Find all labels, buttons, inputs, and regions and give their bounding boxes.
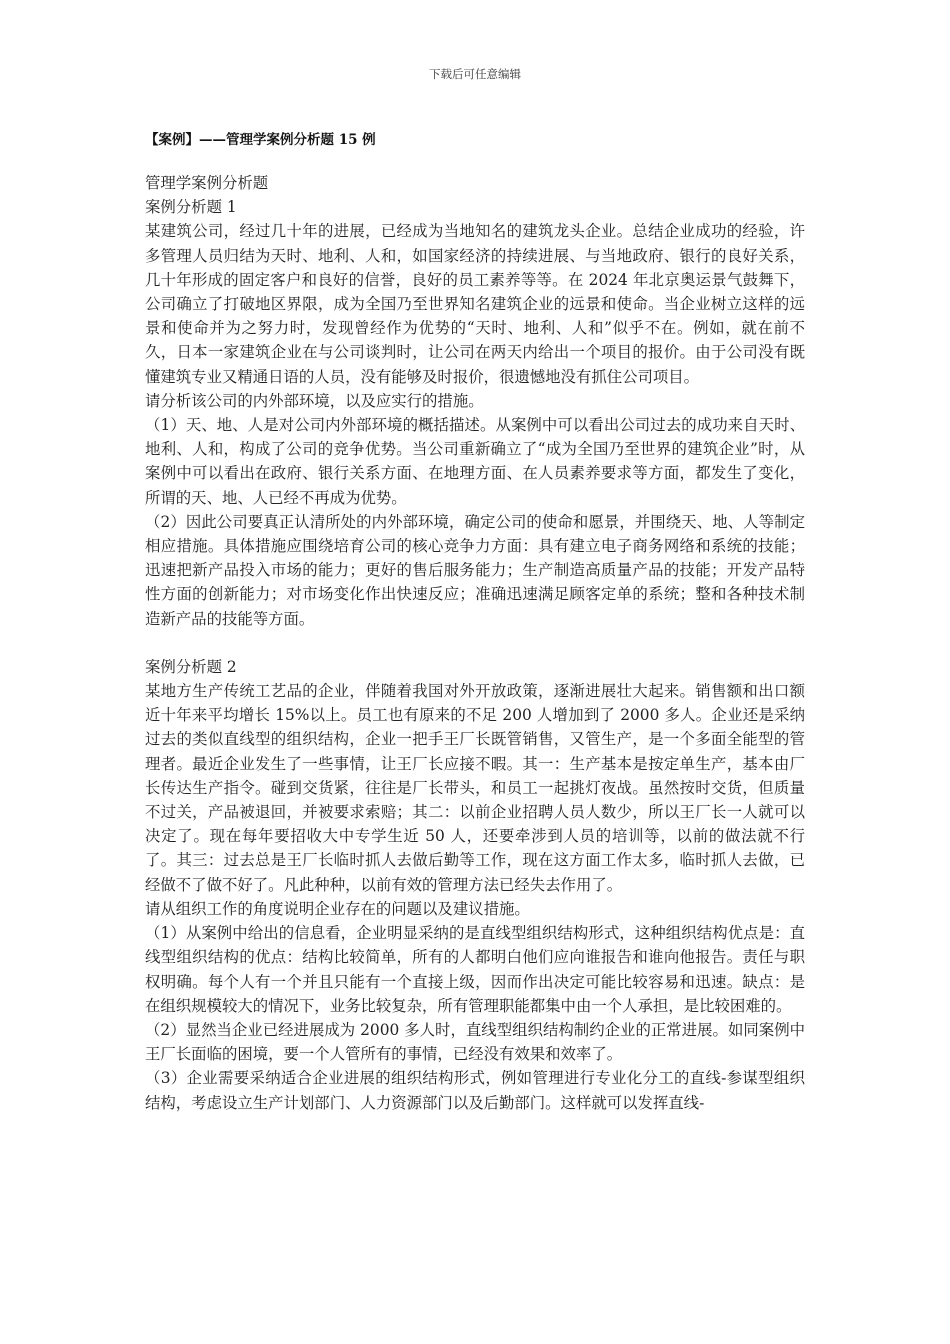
case2-heading: 案例分析题 2 bbox=[145, 657, 237, 676]
case2-body: 某地方生产传统工艺品的企业，伴随着我国对外开放政策，逐渐进展壮大起来。销售额和出口额近十年来平均增长 15%以上。员工也有原来的不足 200 人增加到了 2000 多人。企业还是采纳过去的类似直线型的组织结构，企业一把手王厂长既管销售，又管生产，是一个多面全能型的管理者。最近企业发生了一些事情，让王厂长应接不暇。其一：生产基本是按定单生产，基本由厂长传达生产指令。碰到交货紧，往往是厂长带头，和员工一起挑灯夜战。虽然按时交货，但质量不过关，产品被退回，并被要求索赔；其二：以前企业招聘人员人数少，所以王厂长一人就可以决定了。现在每年要招收大中专学生近 50 人，还要牵涉到人员的培训等，以前的做法就不行了。其三：过去总是王厂长临时抓人去做后勤等工作，现在这方面工作太多，临时抓人去做，已经做不了做不好了。凡此种种，以前有效的管理方法已经失去作用了。 bbox=[145, 682, 805, 894]
case1-heading: 案例分析题 1 bbox=[145, 198, 237, 217]
document-title: 【案例】——管理学案例分析题 15 例 bbox=[145, 132, 376, 148]
header-note: 下载后可任意编辑 bbox=[429, 67, 521, 81]
section-title: 管理学案例分析题 bbox=[145, 174, 269, 192]
case1-body: 某建筑公司，经过几十年的进展，已经成为当地知名的建筑龙头企业。总结企业成功的经验，许多管理人员归结为天时、地利、人和，如国家经济的持续进展、与当地政府、银行的良好关系，几十年形成的固定客户和良好的信誉，良好的员工素养等等。在 2024 年北京奥运景气鼓舞下，公司确立了打破地区界限，成为全国乃至世界知名建筑企业的远景和使命。当企业树立这样的远景和使命并为之努力时，发现曾经作为优势的“天时、地利、人和”似乎不在。例如，就在前不久，日本一家建筑企业在与公司谈判时，让公司在两天内给出一个项目的报价。由于公司没有既懂建筑专业又精通日语的人员，没有能够及时报价，很遗憾地没有抓住公司项目。 bbox=[145, 222, 805, 386]
case1-answer: （1）天、地、人是对公司内外部环境的概括描述。从案例中可以看出公司过去的成功来自天时、地利、人和，构成了公司的竞争优势。当公司重新确立了“成为全国乃至世界的建筑企业”时，从案例中可以看出在政府、银行关系方面、在地理方面、在人员素养要求等方面，都发生了变化，所谓的天、地、人已经不再成为优势。 bbox=[145, 416, 805, 507]
paragraph-gap bbox=[145, 631, 805, 655]
case1-question: 请分析该公司的内外部环境，以及应实行的措施。 bbox=[145, 391, 484, 410]
case2-answer: （2）显然当企业已经进展成为 2000 多人时，直线型组织结构制约企业的正常进展。如同案例中王厂长面临的困境，要一个人管所有的事情，已经没有效果和效率了。 bbox=[145, 1020, 805, 1064]
case1-answer: （2）因此公司要真正认清所处的内外部环境，确定公司的使命和愿景，并围绕天、地、人等制定相应措施。具体措施应围绕培育公司的核心竞争力方面：具有建立电子商务网络和系统的技能；迅速把新产品投入市场的能力；更好的售后服务能力；生产制造高质量产品的技能；开发产品特性方面的创新能力；对市场变化作出快速反应；准确迅速满足顾客定单的系统；整和各种技术制造新产品的技能等方面。 bbox=[145, 512, 805, 628]
case2-question: 请从组织工作的角度说明企业存在的问题以及建议措施。 bbox=[145, 899, 530, 918]
document-body bbox=[145, 171, 805, 1115]
case2-answer: （3）企业需要采纳适合企业进展的组织结构形式，例如管理进行专业化分工的直线-参谋型组织结构，考虑设立生产计划部门、人力资源部门以及后勤部门。这样就可以发挥直线- bbox=[145, 1069, 805, 1112]
case2-answer: （1）从案例中给出的信息看，企业明显采纳的是直线型组织结构形式，这种组织结构优点是：直线型组织结构的优点：结构比较简单，所有的人都明白他们应向谁报告和谁向他报告。责任与职权明确。每个人有一个并且只能有一个直接上级，因而作出决定可能比较容易和迅速。缺点：是在组织规模较大的情况下，业务比较复杂，所有管理职能都集中由一个人承担，是比较困难的。 bbox=[145, 924, 805, 1015]
